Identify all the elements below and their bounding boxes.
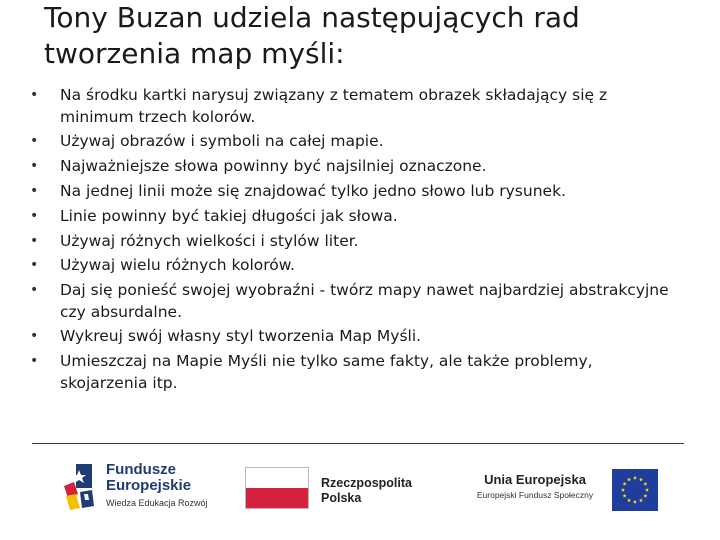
- bullet-marker: •: [30, 282, 39, 299]
- title-line-2: tworzenia map myśli:: [44, 37, 345, 70]
- bullet-item: [30, 85, 680, 128]
- bullet-marker: •: [30, 133, 39, 150]
- bullet-item: [30, 255, 680, 277]
- bullet-text: Na środku kartki narysuj związany z tematem obrazek składający się z minimum trzech kolorów.: [60, 86, 608, 126]
- fe-line-3: Wiedza Edukacja Rozwój: [106, 498, 208, 508]
- ue-line-2: Europejski Fundusz Społeczny: [476, 490, 594, 500]
- bullet-item: [30, 181, 680, 203]
- bullet-text: Linie powinny być takiej długości jak słowa.: [60, 206, 398, 225]
- page-title: [44, 0, 684, 72]
- bullet-marker: •: [30, 182, 39, 199]
- fundusze-europejskie-logo: [62, 460, 222, 518]
- bullet-item: [30, 231, 680, 253]
- bullet-marker: •: [30, 328, 39, 345]
- rp-line-1: Rzeczpospolita: [321, 476, 412, 490]
- bullet-text: Wykreuj swój własny styl tworzenia Map Myśli.: [60, 327, 422, 346]
- fe-line-1: Fundusze: [106, 461, 176, 478]
- unia-europejska-logo: [460, 469, 660, 519]
- eu-flag-icon: [612, 469, 658, 511]
- bullet-marker: •: [30, 232, 39, 249]
- bullet-item: [30, 326, 680, 348]
- bullet-marker: •: [30, 353, 39, 370]
- bullet-item: [30, 206, 680, 228]
- bullet-text: Najważniejsze słowa powinny być najsilniej oznaczone.: [60, 157, 487, 176]
- footer-divider: [32, 443, 684, 444]
- fundusze-europejskie-icon: [62, 462, 102, 514]
- bullet-text: Umieszczaj na Mapie Myśli nie tylko same fakty, ale także problemy, skojarzenia itp.: [60, 352, 593, 392]
- rzeczpospolita-polska-logo: [245, 467, 445, 517]
- title-line-1: Tony Buzan udziela następujących rad: [44, 1, 580, 34]
- bullet-text: Używaj wielu różnych kolorów.: [60, 256, 295, 275]
- bullet-text: Używaj obrazów i symboli na całej mapie.: [60, 132, 384, 151]
- bullet-text: Używaj różnych wielkości i stylów liter.: [60, 231, 359, 250]
- bullet-item: [30, 280, 680, 323]
- bullet-marker: •: [30, 207, 39, 224]
- polish-flag-icon: [245, 467, 309, 509]
- bullet-marker: •: [30, 158, 39, 175]
- bullet-list: [30, 85, 680, 398]
- bullet-item: [30, 351, 680, 394]
- ue-line-1: Unia Europejska: [484, 472, 586, 487]
- bullet-item: [30, 131, 680, 153]
- bullet-marker: •: [30, 257, 39, 274]
- rp-line-2: Polska: [321, 491, 362, 505]
- bullet-text: Na jednej linii może się znajdować tylko jedno słowo lub rysunek.: [60, 181, 566, 200]
- bullet-text: Daj się ponieść swojej wyobraźni - twórz mapy nawet najbardziej abstrakcyjne czy absurdalne.: [60, 281, 669, 321]
- fe-line-2: Europejskie: [106, 477, 192, 494]
- bullet-item: [30, 156, 680, 178]
- bullet-marker: •: [30, 87, 39, 103]
